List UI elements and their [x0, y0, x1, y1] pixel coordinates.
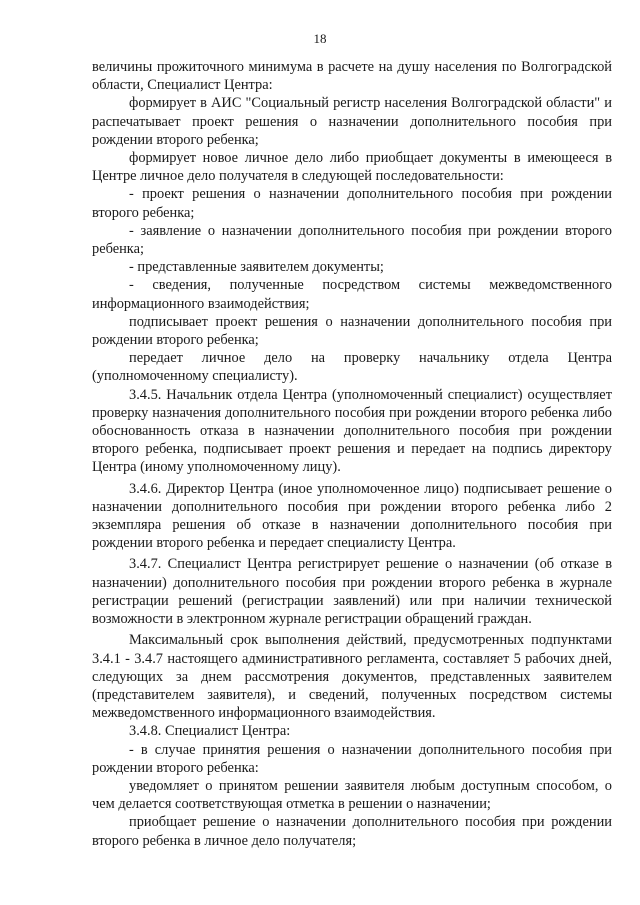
paragraph: 3.4.5. Начальник отдела Центра (уполномоченный специалист) осуществляет проверку назначения дополнительного пособия при рождении второго ребенка либо обоснованность отказа в назначении дополнительного пособия при рождении второго ребенка, подписывает проект решения и передает на подпись директору Центра (иному уполномоченному лицу).	[92, 386, 612, 476]
paragraph: 3.4.7. Специалист Центра регистрирует решение о назначении (об отказе в назначении) дополнительного пособия при рождении второго ребенка в журнале регистрации решений (регистрации заявлений) или при наличии технической возможности в электронном журнале регистрации обращений граждан.	[92, 556, 612, 628]
document-body	[92, 58, 612, 850]
paragraph: подписывает проект решения о назначении дополнительного пособия при рождении второго ребенка;	[92, 313, 612, 349]
paragraph: величины прожиточного минимума в расчете на душу населения по Волгоградской области, Специалист Центра:	[92, 59, 612, 94]
paragraph: формирует в АИС "Социальный регистр населения Волгоградской области" и распечатывает проект решения о назначении дополнительного пособия при рождении второго ребенка;	[92, 95, 612, 148]
paragraph: 3.4.6. Директор Центра (иное уполномоченное лицо) подписывает решение о назначении дополнительного пособия при рождении второго ребенка либо 2 экземпляра решения об отказе в назначении дополнительного пособия при рождении второго ребенка и передает специалисту Центра.	[92, 480, 612, 552]
paragraph: - представленные заявителем документы;	[129, 259, 384, 276]
paragraph: - в случае принятия решения о назначении дополнительного пособия при рождении второго ребенка:	[92, 741, 612, 776]
paragraph: - сведения, полученные посредством системы межведомственного информационного взаимодействия;	[92, 277, 612, 312]
paragraph: приобщает решение о назначении дополнительного пособия при рождении второго ребенка в личное дело получателя;	[92, 814, 612, 849]
paragraph: - проект решения о назначении дополнительного пособия при рождении второго ребенка;	[92, 186, 612, 221]
paragraph: - заявление о назначении дополнительного пособия при рождении второго ребенка;	[92, 222, 612, 258]
paragraph: передает личное дело на проверку начальнику отдела Центра (уполномоченному специалисту).	[92, 350, 612, 385]
paragraph: уведомляет о принятом решении заявителя любым доступным способом, о чем делается соответствующая отметка в решении о назначении;	[92, 777, 612, 813]
page-number: 18	[313, 31, 327, 46]
paragraph: 3.4.8. Специалист Центра:	[129, 723, 291, 740]
paragraph: Максимальный срок выполнения действий, предусмотренных подпунктами 3.4.1 - 3.4.7 настоящего административного регламента, составляет 5 рабочих дней, следующих за днем рассмотрения документов, представленных заявителем (представителем заявителя), и сведений, полученных посредством системы межведомственного информационного взаимодействия.	[92, 632, 612, 722]
paragraph: формирует новое личное дело либо приобщает документы в имеющееся в Центре личное дело получателя в следующей последовательности:	[92, 150, 612, 185]
